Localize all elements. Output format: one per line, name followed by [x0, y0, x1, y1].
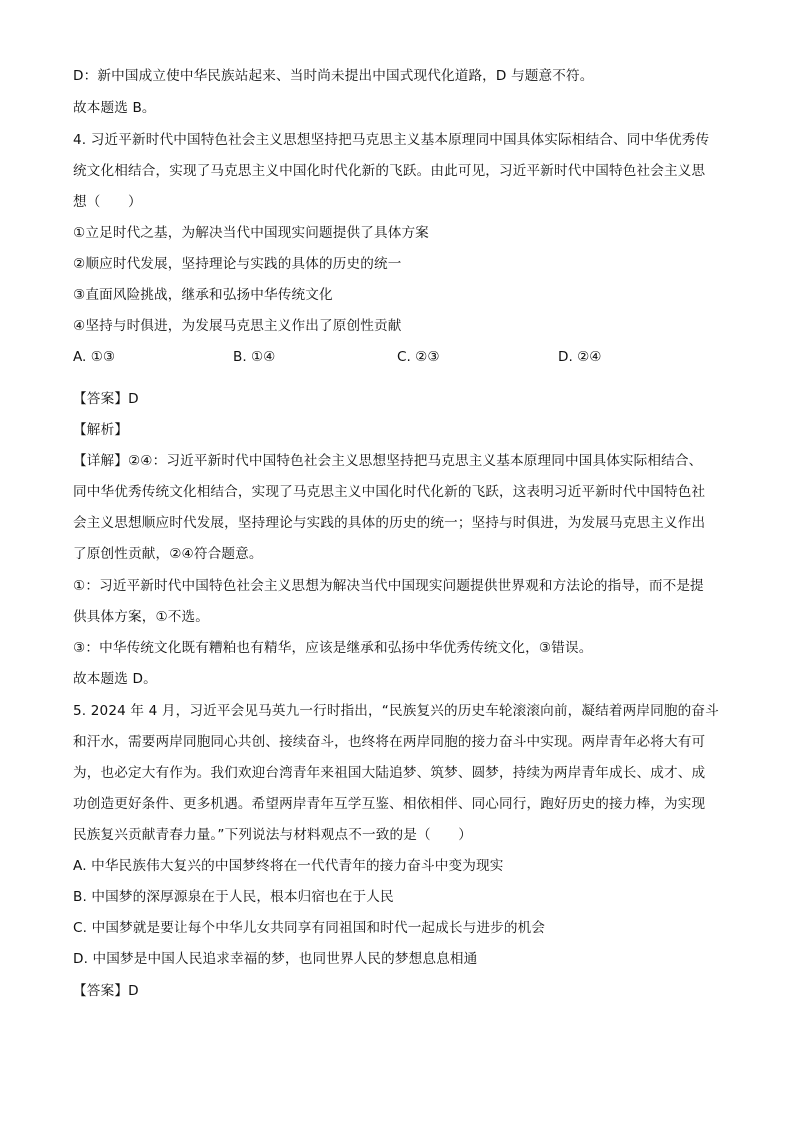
q5-stem-line-4: 功创造更好条件、更多机遇。希望两岸青年互学互鉴、相依相伴、同心同行，跑好历史的接力棒，为实现	[73, 796, 706, 812]
q4-option-d: D. ②④	[558, 349, 602, 365]
q4-stem-line-1: 4. 习近平新时代中国特色社会主义思想坚持把马克思主义基本原理同中国具体实际相结合、同中华优秀传	[73, 132, 710, 148]
q5-stem-line-1: 5. 2024 年 4 月，习近平会见马英九一行时指出，“民族复兴的历史车轮滚滚向前，凝结着两岸同胞的奋斗	[73, 703, 719, 719]
q5-option-b: B. 中国梦的深厚源泉在于人民，根本归宿也在于人民	[73, 889, 394, 905]
q5-answer: 【答案】D	[73, 983, 139, 999]
q4-detail-line-2: 同中华优秀传统文化相结合，实现了马克思主义中国化时代化新的飞跃，这表明习近平新时代中国特色社	[73, 484, 706, 500]
q5-stem-line-2: 和汗水，需要两岸同胞同心共创、接续奋斗，也终将在两岸同胞的接力奋斗中实现。两岸青年必将大有可	[73, 734, 706, 750]
q4-stem-line-2: 统文化相结合，实现了马克思主义中国化时代化新的飞跃。由此可见，习近平新时代中国特色社会主义思	[73, 163, 706, 179]
q3-conclusion: 故本题选 B。	[73, 100, 156, 116]
q5-stem-line-3: 为，也必定大有作为。我们欢迎台湾青年来祖国大陆追梦、筑梦、圆梦，持续为两岸青年成长、成才、成	[73, 765, 706, 781]
q4-item-3: ③直面风险挑战，继承和弘扬中华传统文化	[73, 287, 333, 303]
q4-option-a: A. ①③	[73, 349, 116, 365]
q4-item-1: ①立足时代之基，为解决当代中国现实问题提供了具体方案	[73, 225, 429, 241]
q4-stem-line-3: 想（ ）	[73, 194, 142, 210]
q4-detail-line-4: 了原创性贡献，②④符合题意。	[73, 546, 263, 562]
q5-stem-line-5: 民族复兴贡献青春力量。”下列说法与材料观点不一致的是（ ）	[73, 827, 472, 843]
q4-item-2: ②顺应时代发展，坚持理论与实践的具体的历史的统一	[73, 256, 402, 272]
q4-detail-line-1: 【详解】②④：习近平新时代中国特色社会主义思想坚持把马克思主义基本原理同中国具体实际相结合、	[73, 453, 703, 469]
q4-item-4: ④坚持与时俱进，为发展马克思主义作出了原创性贡献	[73, 318, 402, 334]
q4-option-b: B. ①④	[233, 349, 276, 365]
q5-option-c: C. 中国梦就是要让每个中华儿女共同享有同祖国和时代一起成长与进步的机会	[73, 920, 546, 936]
q4-answer: 【答案】D	[73, 391, 139, 407]
q4-note-3: ③：中华传统文化既有糟粕也有精华，应该是继承和弘扬中华优秀传统文化，③错误。	[73, 640, 593, 656]
q4-detail-line-3: 会主义思想顺应时代发展，坚持理论与实践的具体的历史的统一；坚持与时俱进，为发展马克思主义作出	[73, 515, 706, 531]
q4-analysis-label: 【解析】	[73, 422, 129, 438]
q4-note-1-line-1: ①：习近平新时代中国特色社会主义思想为解决当代中国现实问题提供世界观和方法论的指导，而不是提	[73, 578, 704, 594]
q3-option-d-note: D：新中国成立使中华民族站起来、当时尚未提出中国式现代化道路，D 与题意不符。	[73, 68, 594, 84]
q5-option-d: D. 中国梦是中国人民追求幸福的梦，也同世界人民的梦想息息相通	[73, 951, 478, 967]
q4-note-1-line-2: 供具体方案，①不选。	[73, 609, 210, 625]
q4-conclusion: 故本题选 D。	[73, 671, 157, 687]
q5-option-a: A. 中华民族伟大复兴的中国梦终将在一代代青年的接力奋斗中变为现实	[73, 858, 504, 874]
q4-option-c: C. ②③	[397, 349, 440, 365]
